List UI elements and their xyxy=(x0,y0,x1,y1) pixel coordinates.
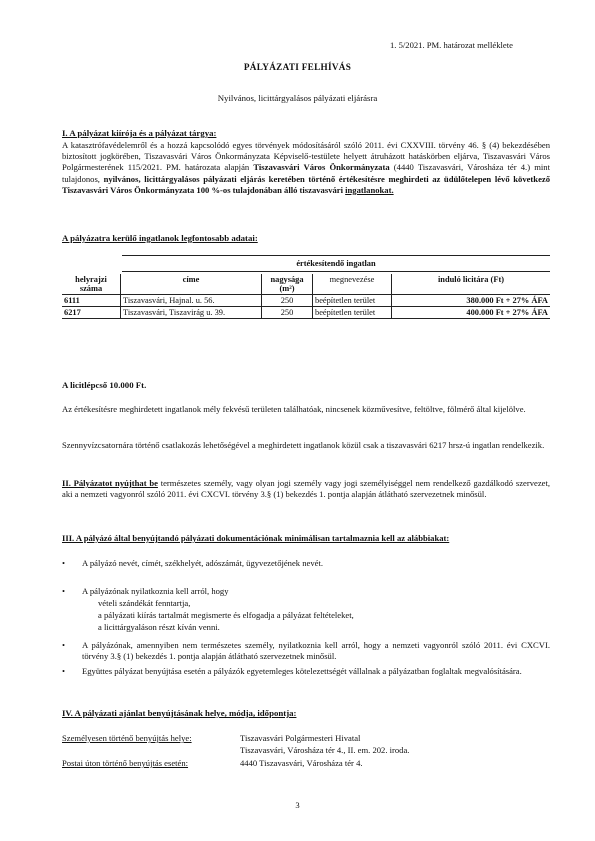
section1-heading: I. A pályázat kiírója és a pályázat tárgya: xyxy=(62,128,217,138)
table-group-header: értékesítendő ingatlan xyxy=(122,255,550,272)
submission-label-personal: Személyesen történő benyújtás helye: xyxy=(62,733,192,743)
table-grid xyxy=(62,274,550,319)
section3-sub3: a licittárgyaláson részt kíván venni. xyxy=(98,622,220,632)
section1-owner: Tiszavasvári Város Önkormányzata xyxy=(253,162,390,173)
section2-heading: II. Pályázatot nyújthat be xyxy=(62,478,158,488)
section3-sub2: a pályázati kiírás tartalmát megismerte és elfogadja a pályázat feltételeket, xyxy=(98,610,354,620)
paragraph-sewage: Szennyvízcsatornára történő csatlakozás lehetőségével a meghirdetett ingatlanok közül csak a tiszavasvári 6217 hrsz-ú ingatlan rendelkezik. xyxy=(62,440,545,450)
submission-value-office: Tiszavasvári Polgármesteri Hivatal xyxy=(240,733,361,743)
section1-offer-end: ingatlanokat. xyxy=(345,184,394,195)
col-hrsz: helyrajzi száma xyxy=(62,274,121,295)
section3-item1: A pályázó nevét, címét, székhelyét, adószámát, ügyvezetőjének nevét. xyxy=(82,558,324,568)
section4-heading: IV. A pályázati ajánlat benyújtásának helye, módja, időpontja: xyxy=(62,708,297,718)
header-reference: 1. 5/2021. PM. határozat melléklete xyxy=(390,40,513,50)
row2-address: Tiszavasvári, Tiszavirág u. 39. xyxy=(121,307,262,319)
row1-size: 250 xyxy=(262,295,313,307)
row1-address: Tiszavasvári, Hajnal. u. 56. xyxy=(121,295,262,307)
col-size: nagysága (m²) xyxy=(262,274,313,295)
col-type: megnevezése xyxy=(313,274,392,295)
property-table xyxy=(62,255,550,319)
row1-type: beépítetlen terület xyxy=(313,295,392,307)
row2-price: 400.000 Ft + 27% ÁFA xyxy=(466,308,548,317)
bullet: • xyxy=(62,640,66,650)
section1-address: (4440 Tiszavasvári, Városháza tér 4.) mint tulajdonos, xyxy=(62,162,550,184)
section1-text: A katasztrófavédelemről és a hozzá kapcsolódó egyes törvények módosításáról szóló 2011. évi CXXVIII. törvény 46. § (4) bekezdésében biztosított jogkörében, Tiszavasvári Város Önkormányzata Képviselő-testülete helyett átruházott hatáskörben eljárva, Tiszavasvári Város Polgármesterének 115/2021. PM. határozata alapján xyxy=(62,140,550,173)
submission-value-address: Tiszavasvári, Városháza tér 4., II. em. 202. iroda. xyxy=(240,745,410,755)
section3-item4: Együttes pályázat benyújtása esetén a pályázók egyetemleges kötelezettségét vállalnak a pályázatban foglaltak megvalósítására. xyxy=(82,666,522,676)
section3-sub1: vételi szándékát fenntartja, xyxy=(98,598,191,608)
licit-step: A licitlépcső 10.000 Ft. xyxy=(62,380,147,390)
row2-type: beépítetlen terület xyxy=(313,307,392,319)
col-address: címe xyxy=(121,274,262,295)
page-number: 3 xyxy=(295,800,300,810)
table-row xyxy=(62,307,550,319)
section3-item2: A pályázónak nyilatkoznia kell arról, hogy xyxy=(82,586,229,596)
section1-offer: nyilvános, licittárgyalásos pályázati eljárás keretében történő értékesítésre meghirdeti az üdülőtelepen lévő következő Tiszavasvári Város Önkormányzata 100 %-os tulajdonában álló tiszavasvári xyxy=(62,173,550,195)
page-subtitle: Nyilvános, licittárgyalásos pályázati eljárásra xyxy=(217,93,378,103)
table-heading: A pályázatra kerülő ingatlanok legfontosabb adatai: xyxy=(62,233,258,243)
section2 xyxy=(62,478,550,500)
section1-body xyxy=(62,140,550,196)
section3-item3: A pályázónak, amennyiben nem természetes személy, nyilatkoznia kell arról, hogy a nemzeti vagyonról szóló 2011. évi CXCVI. törvény 3.§ (1) bekezdés 1. pontja alapján átlátható szervezetnek minősül. xyxy=(82,640,550,662)
paragraph-terrain: Az értékesítésre meghirdetett ingatlanok mély fekvésű területen találhatóak, nincsenek közművesítve, feltöltve, fölmérő által kijelölve. xyxy=(62,404,526,414)
bullet: • xyxy=(62,666,66,676)
submission-label-post: Postai úton történő benyújtás esetén: xyxy=(62,758,189,768)
table-row xyxy=(62,295,550,307)
section3-heading: III. A pályázó által benyújtandó pályázati dokumentációnak minimálisan tartalmaznia kell az alábbiakat: xyxy=(62,533,450,543)
section2-body: természetes személy, vagy olyan jogi személy vagy jogi személyiséggel nem rendelkező gazdálkodó szervezet, aki a nemzeti vagyonról szóló 2011. évi CXCVI. törvény 3.§ (1) bekezdés 1. pontja alapján átlátható szervezetnek minősül. xyxy=(62,478,550,500)
bullet: • xyxy=(62,558,66,568)
col-price: induló licitára (Ft) xyxy=(437,275,505,284)
row2-size: 250 xyxy=(262,307,313,319)
row1-price: 380.000 Ft + 27% ÁFA xyxy=(466,296,548,305)
row2-hrsz: 6217 xyxy=(62,307,121,319)
table-header-row xyxy=(62,274,550,295)
page-title: PÁLYÁZATI FELHÍVÁS xyxy=(243,62,352,72)
row1-hrsz: 6111 xyxy=(62,295,121,307)
bullet: • xyxy=(62,586,66,596)
submission-value-post: 4440 Tiszavasvári, Városháza tér 4. xyxy=(240,758,363,768)
